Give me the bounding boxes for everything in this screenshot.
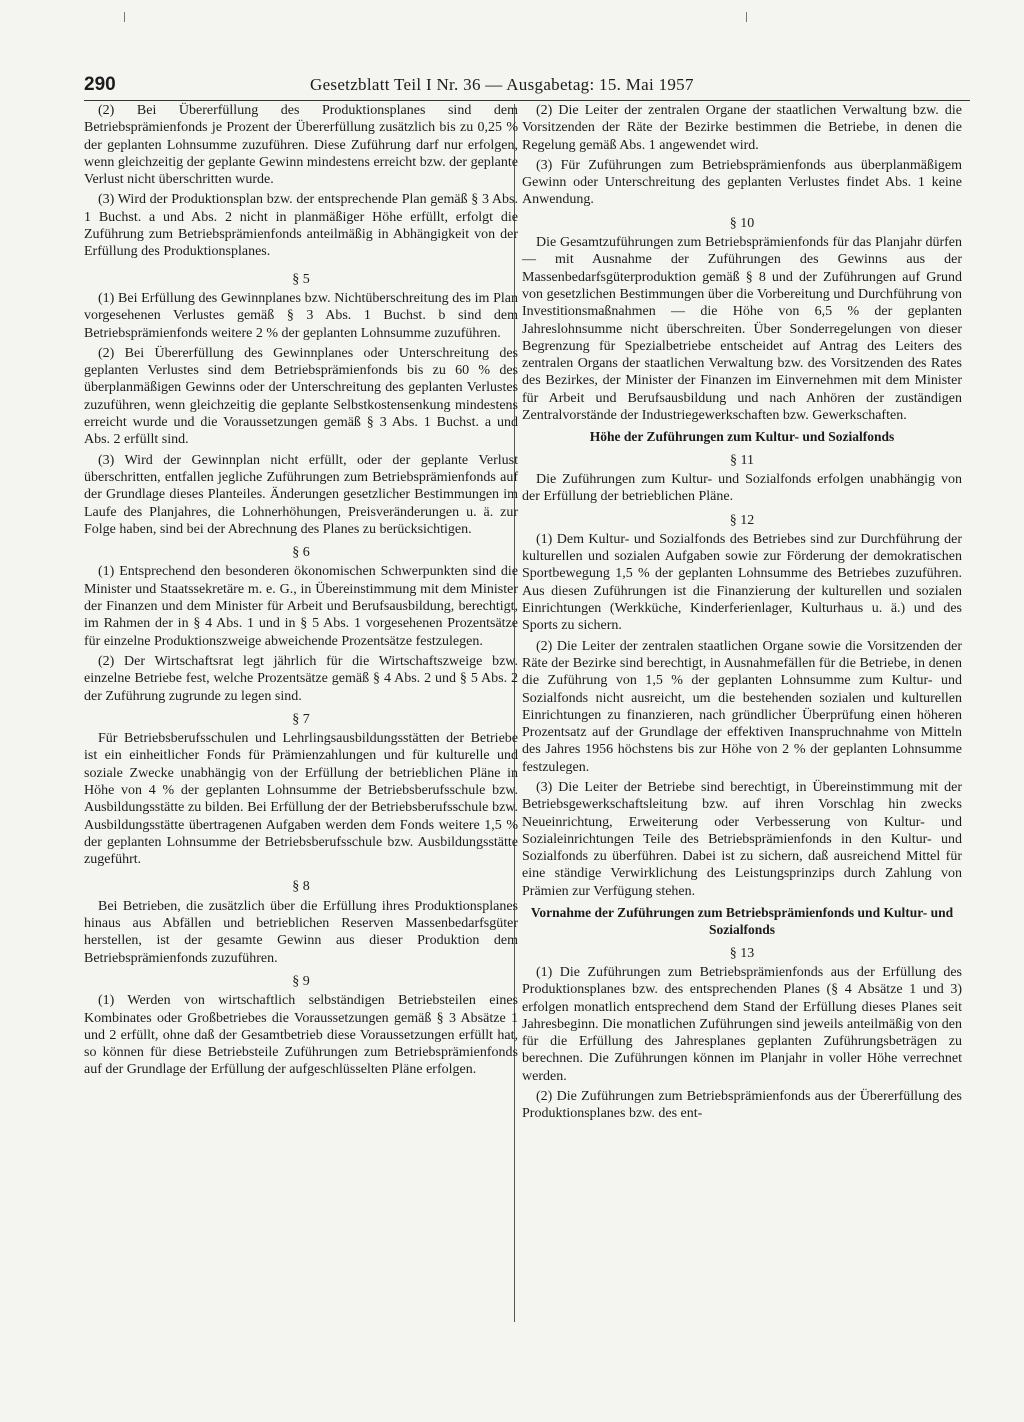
margin-mark — [124, 12, 125, 22]
paragraph: (1) Werden von wirtschaftlich selbständigen Betriebsteilen eines Kombinates oder Großbetriebes die Voraussetzungen gemäß § 3 Absätze 1 und 2 erfüllt, ohne daß der Gesamtbetrieb diese Voraussetzungen erfüllt hat, so können für diese Betriebsteile Zuführungen zum Betriebsprämienfonds auf der Grundlage der Erfüllung der aufgeschlüsselten Pläne erfolgen. — [84, 993, 518, 1078]
paragraph: Bei Betrieben, die zusätzlich über die Erfüllung ihres Produktionsplanes hinaus aus Abfällen und betrieblichen Reserven Massenbedarfsgüter herstellen, ist der gesamte Gewinn aus dieser Produktion dem Betriebsprämienfonds zuzuführen. — [84, 898, 518, 966]
paragraph: (1) Bei Erfüllung des Gewinnplanes bzw. Nichtüberschreitung des im Plan vorgesehenen Verlustes gemäß § 3 Abs. 1 Buchst. b sind dem Betriebsprämienfonds weitere 2 % der geplanten Lohnsumme zuzuführen. — [84, 290, 518, 341]
section-heading: § 13 — [729, 945, 755, 961]
page-number: 290 — [84, 74, 116, 95]
paragraph: (2) Bei Übererfüllung des Produktionsplanes sind dem Betriebsprämienfonds je Prozent der Übererfüllung zusätzlich bis zu 0,25 % der geplanten Lohnsumme zuzuführen. Diese Zuführung darf nur erfolgen, wenn gleichzeitig der geplante Gewinn mindestens erreicht bzw. der geplante Verlust nicht überschritten wurde. — [84, 103, 518, 188]
subheading: Vornahme der Zuführungen zum Betriebsprämienfonds und Kultur- und Sozialfonds — [530, 905, 954, 938]
paragraph: Die Gesamtzuführungen zum Betriebsprämienfonds für das Planjahr dürfen — mit Ausnahme der Zuführungen des Gewinns aus der Massenbedarfsgüterproduktion gemäß § 8 und der Zuführungen auf Grund von gesetzlichen Bestimmungen über die Vorbereitung und Durchführung von Investitionsmaßnahmen — die Höhe von 6,5 % der geplanten Jahreslohnsumme nicht überschreiten. Über Sonderregelungen von dieser Begrenzung für Spezialbetriebe entscheidet auf Antrag des Leiters des zentralen Organs der staatlichen Verwaltung bzw. des Vorsitzenden des Rates des Bezirkes, der Minister der Finanzen im Einvernehmen mit dem Minister für Arbeit und Berufsausbildung und nach Anhören der zuständigen Zentralvorstände der Industriegewerkschaften bzw. Gewerkschaften. — [522, 235, 962, 424]
section-heading: § 11 — [730, 452, 754, 468]
section-heading: § 7 — [292, 711, 310, 727]
paragraph: (3) Wird der Gewinnplan nicht erfüllt, oder der geplante Verlust überschritten, entfallen jegliche Zuführungen zum Betriebsprämienfonds auf der Grundlage dieses Planteiles. Änderungen gesetzlicher Bestimmungen im Laufe des Planjahres, die Lohnerhöhungen, Preisveränderungen u. ä. zur Folge haben, sind bei der Abrechnung des Planes zu berücksichtigen. — [84, 452, 518, 537]
paragraph: (2) Bei Übererfüllung des Gewinnplanes oder Unterschreitung des geplanten Verlustes sind dem Betriebsprämienfonds bis zu 60 % des überplanmäßigen Gewinns oder der Unterschreitung des geplanten Verlustes zuzuführen, wenn gleichzeitig die geplante Selbstkostensenkung mindestens erreicht wurde und die Voraussetzungen gemäß § 3 Abs. 1 Buchst. a und Abs. 2 erfüllt sind. — [84, 345, 518, 448]
paragraph: (1) Dem Kultur- und Sozialfonds des Betriebes sind zur Durchführung der kulturellen und sozialen Aufgaben sowie zur Förderung der demokratischen Sportbewegung 1,5 % der geplanten Lohnsumme des Betriebes zuzuführen. Aus diesen Zuführungen ist die Finanzierung der kulturellen und sozialen Einrichtungen (Werkküche, Kinderferienlager, Kulturhaus u. ä.) und des Sports zu sichern. — [522, 531, 962, 634]
section-heading: § 6 — [292, 545, 310, 561]
page-header — [84, 74, 970, 101]
paragraph: (1) Die Zuführungen zum Betriebsprämienfonds aus der Erfüllung des Produktionsplanes bzw. des entsprechenden Planes (§ 4 Absätze 1 und 3) erfolgen monatlich entsprechend dem Stand der Erfüllung dieses Planes seit Jahresbeginn. Die monatlichen Zuführungen sind jeweils anteilmäßig von den für die Erfüllung des Jahresplanes geplanten Zuführungsbeträgen zu berechnen. Die Zuführungen können im Planjahr in voller Höhe verrechnet werden. — [522, 964, 962, 1084]
section-heading: § 10 — [729, 215, 755, 231]
subheading: Höhe der Zuführungen zum Kultur- und Sozialfonds — [589, 429, 895, 445]
paragraph: (2) Der Wirtschaftsrat legt jährlich für die Wirtschaftszweige bzw. einzelne Betriebe fest, welche Prozentsätze gemäß § 4 Abs. 2 und § 5 Abs. 2 der Zuführung zugrunde zu legen sind. — [84, 653, 518, 704]
section-heading: § 9 — [292, 973, 310, 989]
paragraph: (2) Die Leiter der zentralen Organe der staatlichen Verwaltung bzw. die Vorsitzenden der Räte der Bezirke bestimmen die Betriebe, in denen die Regelung gemäß Abs. 1 angewendet wird. — [522, 103, 962, 153]
right-column — [522, 102, 962, 1126]
section-heading: § 8 — [292, 879, 310, 895]
paragraph: (3) Wird der Produktionsplan bzw. der entsprechende Plan gemäß § 3 Abs. 1 Buchst. a und Abs. 2 nicht in planmäßiger Höhe erfüllt, erfolgt die Zuführung zum Betriebsprämienfonds anteilmäßig in Abhängigkeit von der Erfüllung des Produktionsplanes. — [84, 192, 518, 260]
paragraph: Die Zuführungen zum Kultur- und Sozialfonds erfolgen unabhängig von der Erfüllung der betrieblichen Pläne. — [522, 471, 962, 505]
left-column — [84, 102, 518, 1082]
margin-mark — [746, 12, 747, 22]
header-title: Gesetzblatt Teil I Nr. 36 — Ausgabetag: 15. Mai 1957 — [310, 75, 694, 94]
paragraph: (3) Die Leiter der Betriebe sind berechtigt, in Übereinstimmung mit der Betriebsgewerkschaftsleitung bzw. auf ihren Vorschlag hin zwecks Neueinrichtung, Erweiterung oder Verbesserung von Kultur- und Sozialeinrichtungen Teile des Betriebsprämienfonds in den Kultur- und Sozialfonds zu überführen. Dabei ist zu sichern, daß ausreichend Mittel für eine ständige Verwirklichung des Leistungsprinzips durch Zahlung von Prämien zur Verfügung stehen. — [522, 779, 962, 899]
paragraph: (2) Die Leiter der zentralen staatlichen Organe sowie die Vorsitzenden der Räte der Bezirke sind berechtigt, in Ausnahmefällen für die Betriebe, in denen die Zuführung von 1,5 % der geplanten Lohnsumme zum Kultur- und Sozialfonds nicht ausreicht, um die bestehenden sozialen und kulturellen Einrichtungen zu finanzieren, nach gründlicher Überprüfung einen höheren Prozentsatz auf der Grundlage der effektiven Inanspruchnahme von Mitteln des Jahres 1956 höchstens bis zur Höhe von 2 % der geplanten Lohnsumme festzulegen. — [522, 638, 962, 775]
paragraph: (1) Entsprechend den besonderen ökonomischen Schwerpunkten sind die Minister und Staatssekretäre m. e. G., in Übereinstimmung mit dem Minister der Finanzen und dem Minister für Arbeit und Berufsausbildung, berechtigt, im Rahmen der in § 4 Abs. 1 und in § 5 Abs. 1 vorgesehenen Prozentsätze für einzelne Produktionszweige abweichende Prozentsätze festzulegen. — [84, 564, 518, 649]
paragraph: Für Betriebsberufsschulen und Lehrlingsausbildungsstätten der Betriebe ist ein einheitlicher Fonds für Prämienzahlungen und für kulturelle und soziale Zwecke unabhängig von der Erfüllung der betrieblichen Pläne in Höhe von 4 % der geplanten Lohnsumme der Betriebsberufsschule bzw. Ausbildungsstätte zu bilden. Bei Erfüllung der der Betriebsberufsschule bzw. Ausbildungsstätte übertragenen Aufgaben werden dem Fonds weitere 1,5 % der geplanten Lohnsumme der Betriebsberufsschule bzw. Ausbildungsstätte zugeführt. — [84, 731, 518, 868]
paragraph: (2) Die Zuführungen zum Betriebsprämienfonds aus der Übererfüllung des Produktionsplanes bzw. des ent- — [522, 1089, 962, 1122]
section-heading: § 5 — [292, 271, 310, 287]
section-heading: § 12 — [729, 512, 755, 528]
paragraph: (3) Für Zuführungen zum Betriebsprämienfonds aus überplanmäßigem Gewinn oder Unterschreitung des geplanten Verlustes findet Abs. 1 keine Anwendung. — [522, 157, 962, 208]
